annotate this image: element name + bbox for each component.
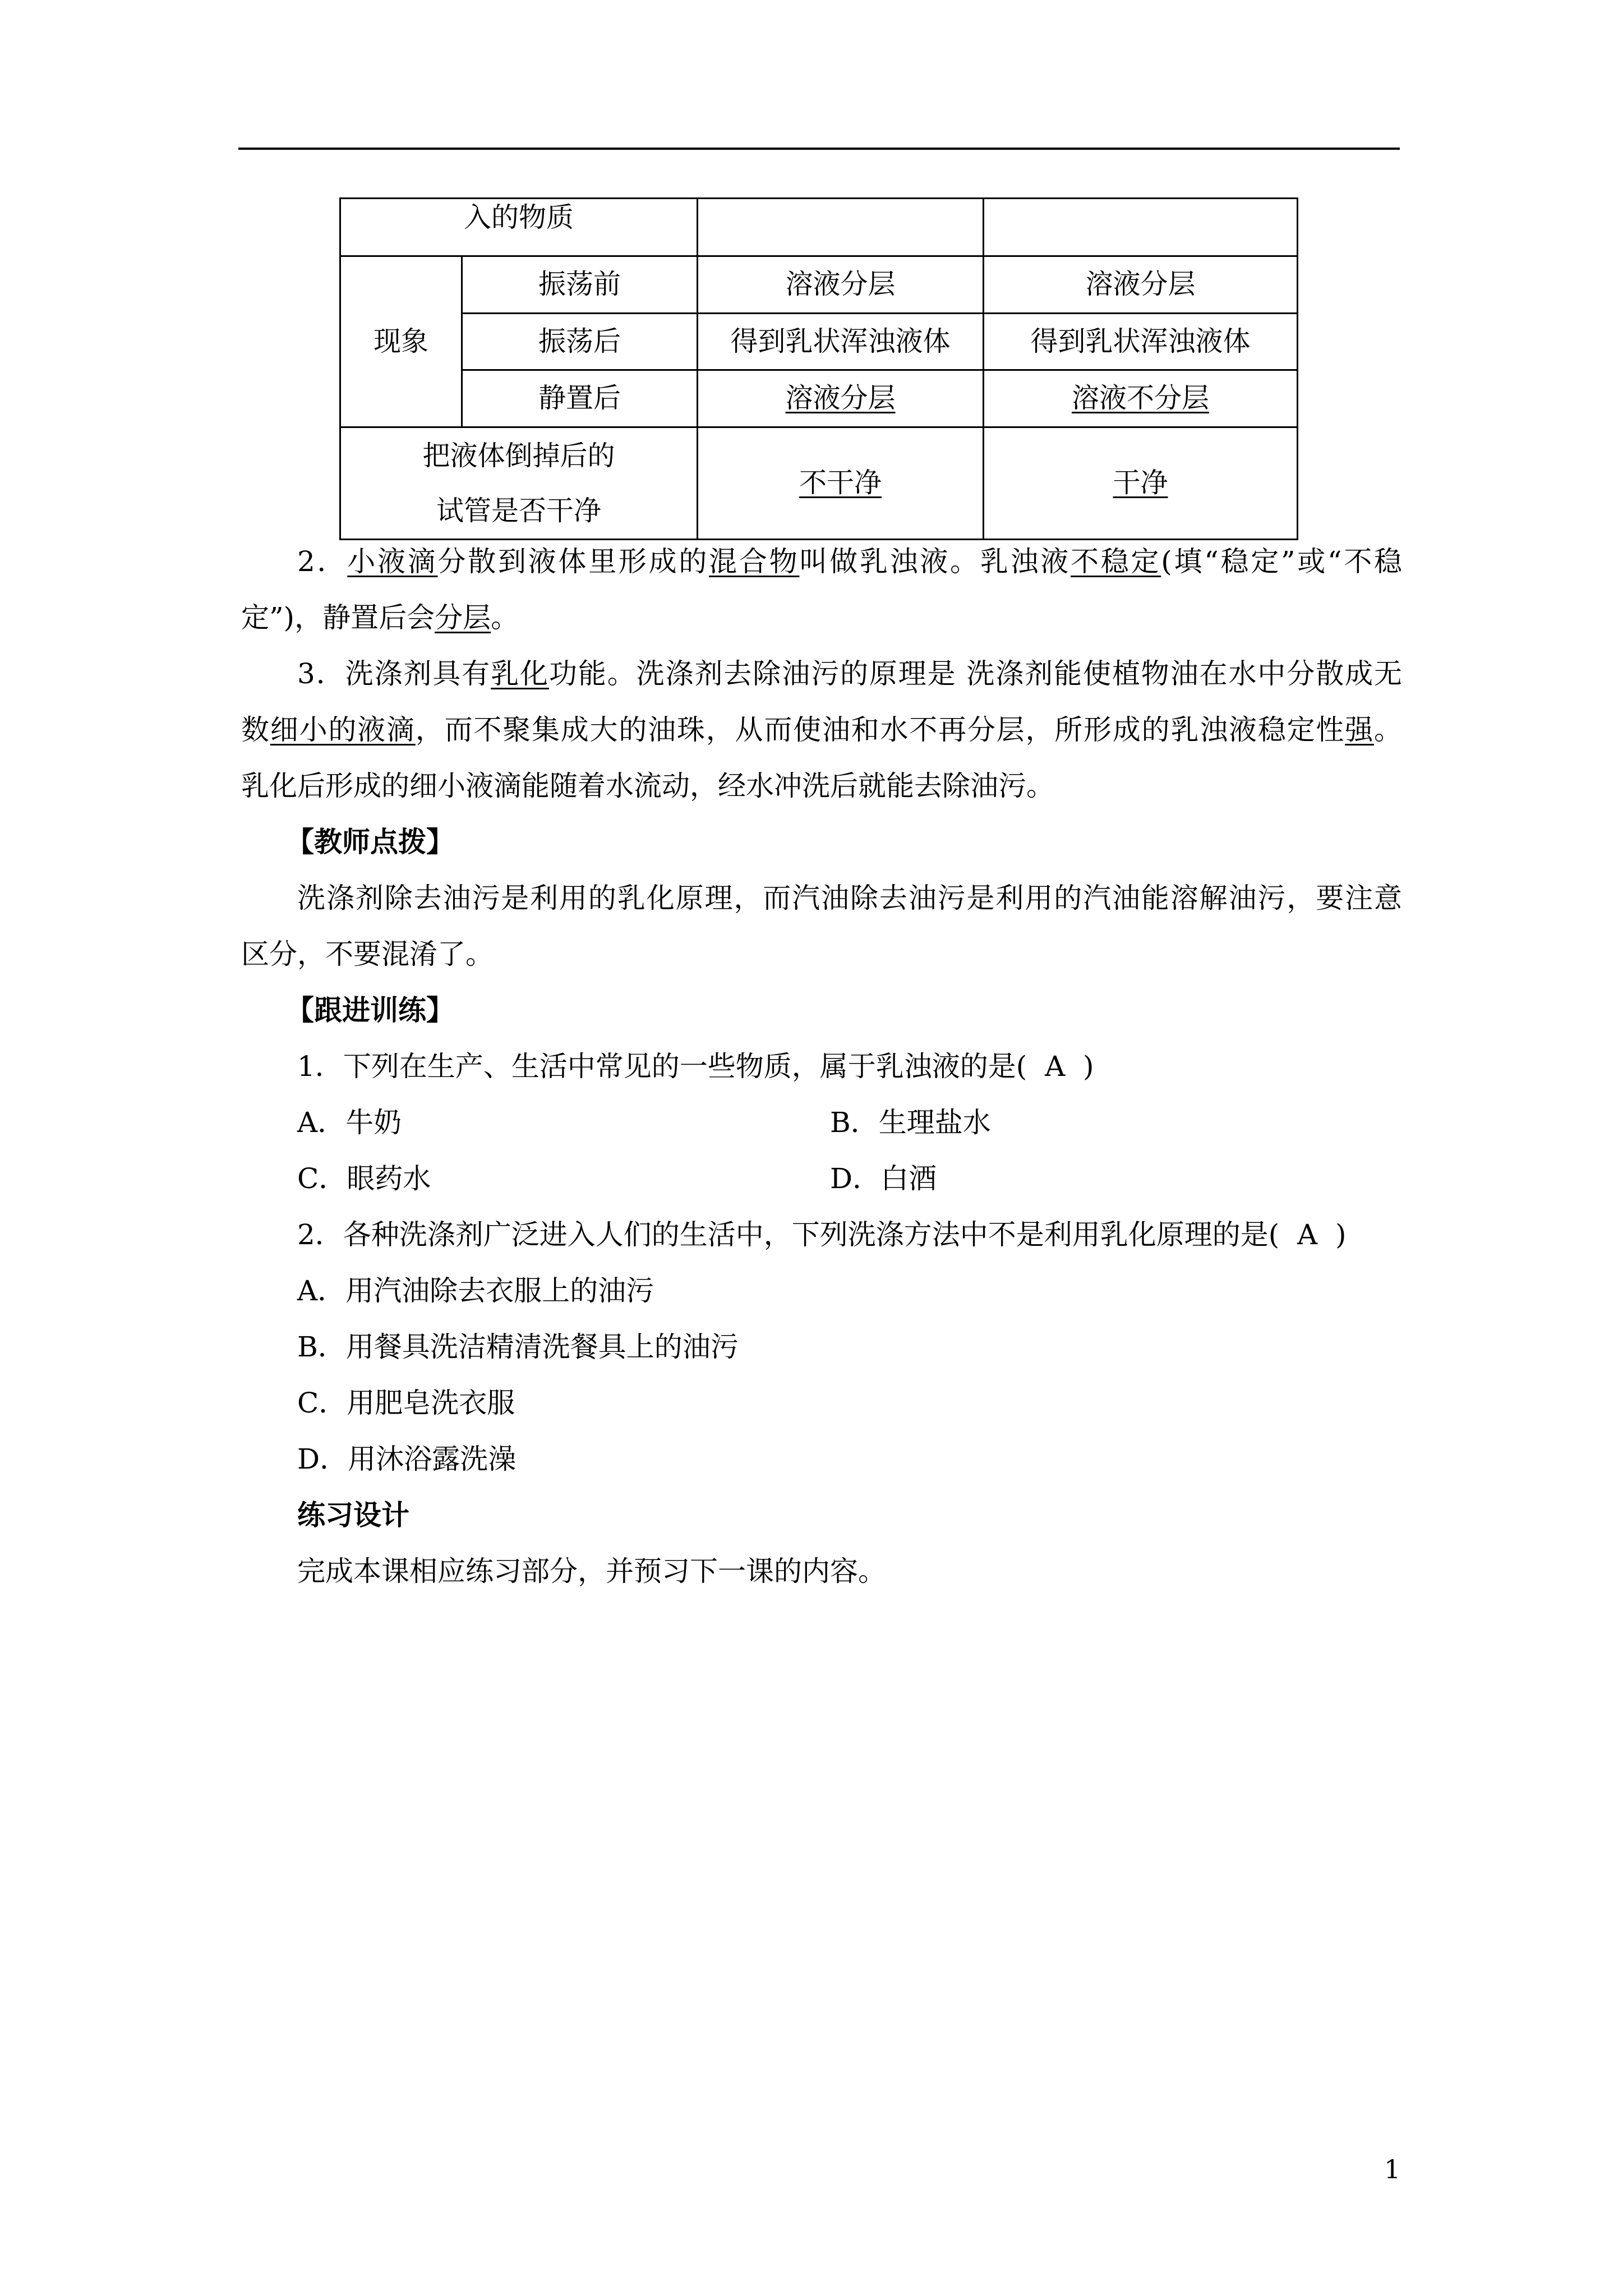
table-cell: 溶液不分层 (984, 370, 1298, 427)
q1-stem: 1．下列在生产、生活中常见的一些物质，属于乳浊液的是( A ) (297, 1050, 1094, 1083)
q1-answer: A (1045, 1050, 1066, 1083)
q1-option-c: C．眼药水 (297, 1162, 431, 1195)
q1-option-d: D．白酒 (830, 1162, 937, 1195)
table-cell: 静置后 (462, 370, 698, 427)
item3-line2: 数细小的液滴，而不聚集成大的油珠，从而使油和水不再分层，所形成的乳浊液稳定性强。 (241, 714, 1403, 746)
q2-option-b: B．用餐具洗洁精清洗餐具上的油污 (297, 1331, 739, 1363)
table-row (340, 427, 1298, 540)
teacher-line2: 区分，不要混淆了。 (241, 938, 494, 970)
item3-line3: 乳化后形成的细小液滴能随着水流动，经水冲洗后就能去除油污。 (241, 770, 1054, 802)
page-number: 1 (1384, 2154, 1401, 2184)
q2-option-c: C．用肥皂洗衣服 (297, 1387, 515, 1419)
header-rule (238, 148, 1400, 150)
q2-option-a: A．用汽油除去衣服上的油污 (297, 1274, 654, 1307)
header-label-cell: 入的物质 (340, 199, 698, 256)
experiment-table (339, 197, 1298, 540)
table-cell: 振荡后 (462, 314, 698, 370)
phenomenon-label: 现象 (340, 256, 462, 427)
teacher-line1: 洗涤剂除去油污是利用的乳化原理，而汽油除去油污是利用的汽油能溶解油污，要注意 (297, 882, 1402, 914)
table-cell: 不干净 (698, 427, 984, 540)
item2-line2: 定”)，静置后会分层。 (241, 601, 519, 634)
table-cell: 溶液分层 (698, 370, 984, 427)
q2-option-d: D．用沐浴露洗澡 (297, 1443, 517, 1475)
table-row (340, 199, 1298, 256)
table-cell: 干净 (984, 427, 1298, 540)
design-heading: 练习设计 (297, 1499, 409, 1531)
q2-answer: A (1297, 1218, 1318, 1251)
teacher-heading: 【教师点拨】 (286, 826, 454, 858)
table-cell: 得到乳状浑浊液体 (984, 314, 1298, 370)
table-cell: 得到乳状浑浊液体 (698, 314, 984, 370)
clean-label-cell: 把液体倒掉后的 试管是否干净 (340, 427, 698, 540)
table-cell: 振荡前 (462, 256, 698, 314)
table-cell: 溶液分层 (698, 256, 984, 314)
table-cell (698, 199, 984, 256)
table-row (340, 370, 1298, 427)
table-cell: 溶液分层 (984, 256, 1298, 314)
q2-stem: 2．各种洗涤剂广泛进入人们的生活中，下列洗涤方法中不是利用乳化原理的是( A ) (297, 1218, 1347, 1251)
q1-option-a: A．牛奶 (297, 1106, 402, 1139)
q1-option-b: B．生理盐水 (830, 1106, 991, 1139)
practice-heading: 【跟进训练】 (286, 994, 454, 1027)
table-cell (984, 199, 1298, 256)
table-row (340, 314, 1298, 370)
item3-line1: 3．洗涤剂具有乳化功能。洗涤剂去除油污的原理是 洗涤剂能使植物油在水中分散成无 (297, 657, 1403, 690)
item2-line1: 2．小液滴分散到液体里形成的混合物叫做乳浊液。乳浊液不稳定(填“稳定”或“不稳 (297, 545, 1403, 578)
design-text: 完成本课相应练习部分，并预习下一课的内容。 (297, 1555, 886, 1588)
table-row (340, 256, 1298, 314)
